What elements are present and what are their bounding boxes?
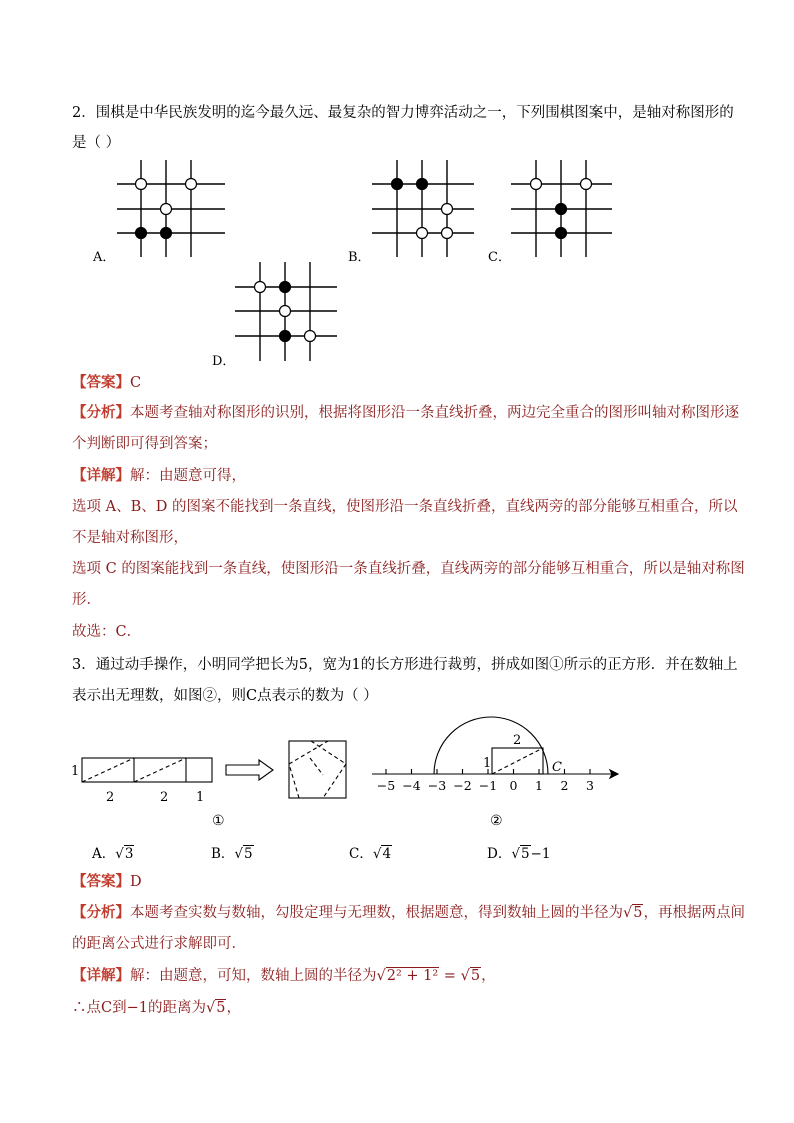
go-board-figures: [100, 158, 620, 373]
arrow-icon: [226, 760, 273, 780]
analysis-2-line2: 的距离公式进行求解即可．: [72, 936, 246, 952]
detail-2-line1: 【详解】解：由题意，可知，数轴上圆的半径为√2² + 1² = √5，: [72, 967, 496, 984]
fig2-label-1: 1: [483, 756, 492, 771]
figure-1: [66, 712, 366, 834]
fig1-caption: ①: [212, 813, 225, 829]
tick-label: 1: [535, 778, 543, 793]
fig1-width-label: 1: [71, 764, 80, 779]
q2-line2: 是（ ）: [72, 135, 121, 151]
q3-option-c: C．√4: [349, 846, 392, 862]
answer-2: 【答案】D: [72, 873, 142, 890]
q2-option-a: A．: [93, 250, 116, 265]
detail-1-line0: 【详解】解：由题意可得，: [72, 467, 246, 484]
detail-1-line3: 选项 C 的图案能找到一条直线，使图形沿一条直线折叠，直线两旁的部分能够互相重合，所以是轴对称图: [72, 561, 745, 577]
tick-label: 0: [509, 778, 518, 793]
q2-option-c: C．: [488, 250, 511, 265]
fig2-caption: ②: [490, 813, 503, 829]
analysis-1-line2: 个判断即可得到答案；: [72, 436, 217, 452]
detail-1-line1: 选项 A、B、D 的图案不能找到一条直线，使图形沿一条直线折叠，直线两旁的部分能够互相重合，所以: [72, 499, 738, 515]
tick-label: −1: [478, 778, 498, 793]
go-board-b: [372, 160, 474, 257]
q3-option-d: D．√5−1: [487, 846, 551, 862]
analysis-1-line1: 【分析】本题考查轴对称图形的识别，根据将图形沿一条直线折叠，两边完全重合的图形叫轴对称图形逐: [72, 404, 739, 421]
detail-1-line5: 故选：C．: [72, 624, 142, 640]
fig1-bottom-label-3: 1: [196, 790, 205, 805]
tick-label: −4: [402, 778, 421, 793]
fig2-label-c: C: [552, 760, 562, 775]
q2-option-b: B．: [348, 250, 371, 265]
detail-2-line2: ∴点C到−1的距离为√5，: [72, 1000, 241, 1016]
q3-option-b: B．√5: [211, 846, 253, 862]
tick-label: 3: [586, 778, 594, 793]
q2-option-d: D．: [212, 354, 236, 369]
tick-label: −2: [453, 778, 472, 793]
figure-2: [366, 712, 636, 834]
analysis-2-line1: 【分析】本题考查实数与数轴，勾股定理与无理数，根据题意，得到数轴上圆的半径为√5，再根据两点间: [72, 904, 745, 921]
q2-line1: 2．围棋是中华民族发明的迄今最久远、最复杂的智力博弈活动之一，下列围棋图案中，是轴对称图形的: [72, 105, 734, 121]
rectangle-5x1: [82, 758, 212, 782]
answer-1: 【答案】C: [72, 374, 142, 391]
fig2-label-2: 2: [513, 733, 522, 748]
tick-label: −3: [427, 778, 447, 793]
detail-1-line2: 不是轴对称图形，: [72, 530, 188, 546]
q3-line2: 表示出无理数，如图②，则C点表示的数为（ ）: [72, 688, 378, 704]
q3-option-a: A．√3: [92, 846, 134, 862]
square: [289, 741, 346, 798]
fig1-bottom-label-2: 2: [160, 790, 169, 805]
tick-label: −5: [376, 778, 396, 793]
detail-1-line4: 形．: [72, 592, 101, 608]
tick-label: 2: [560, 778, 569, 793]
q3-line1: 3．通过动手操作，小明同学把长为5，宽为1的长方形进行裁剪，拼成如图①所示的正方形．并在数轴上: [72, 657, 738, 673]
fig1-bottom-label-1: 2: [106, 790, 115, 805]
